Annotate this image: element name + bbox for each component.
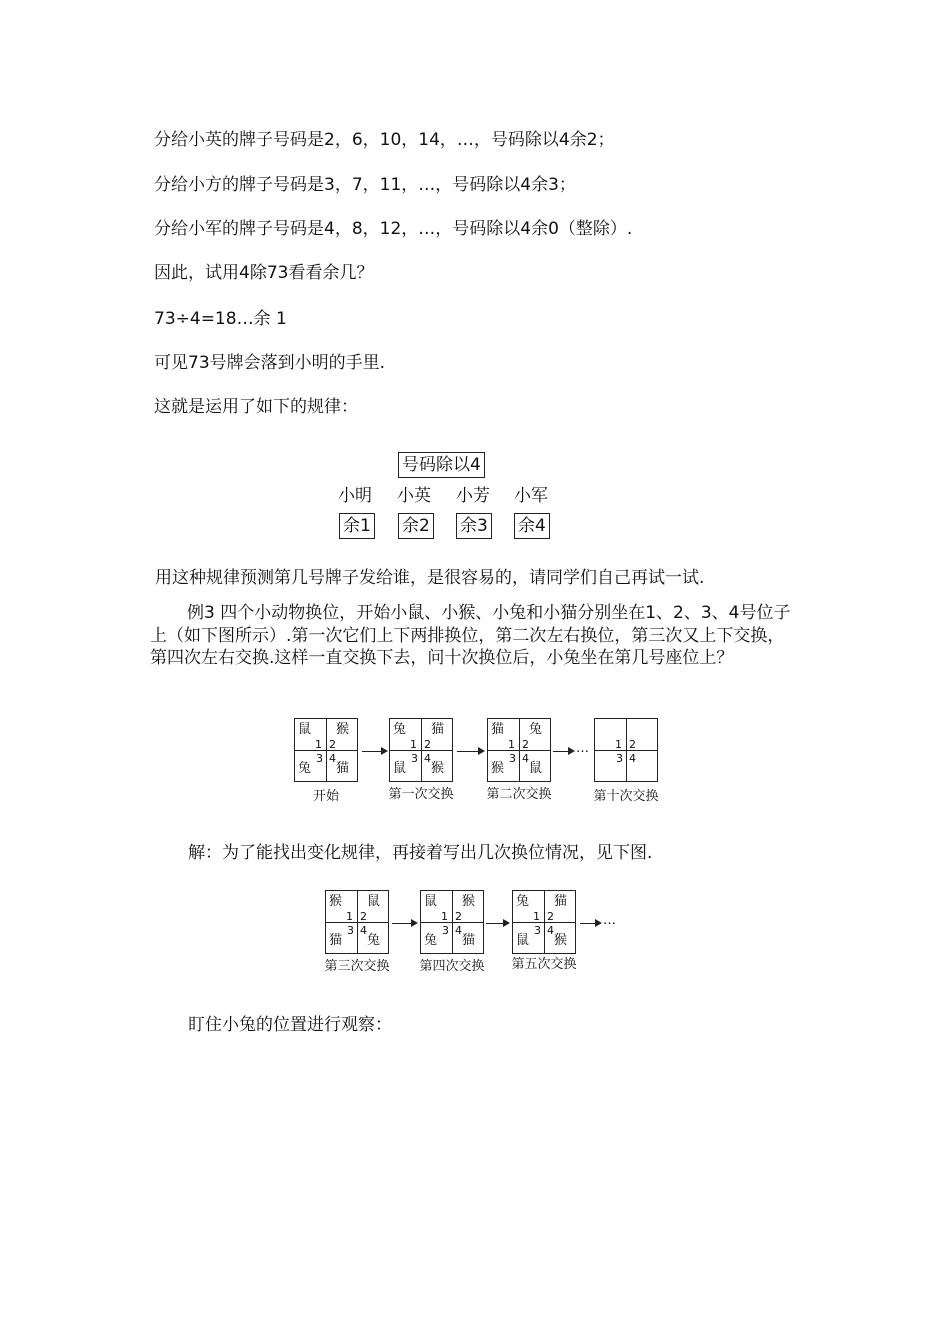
- rule-remainder-2: 余2: [398, 513, 434, 539]
- seat-number: 4: [360, 924, 367, 937]
- text-line-xiaojun: 分给小军的牌子号码是4，8，12，…，号码除以4余0（整除）.: [154, 219, 633, 239]
- arrow-icon: [553, 751, 573, 752]
- seat-animal: 鼠: [367, 894, 381, 909]
- seat-animal: 猫: [491, 722, 505, 737]
- seat-animal: 猴: [491, 761, 505, 776]
- seat-animal: 兔: [424, 933, 438, 948]
- seat-number: 3: [534, 924, 541, 937]
- text-line-conclusion: 可见73号牌会落到小明的手里.: [154, 353, 386, 373]
- example-3-paragraph: 例3 四个小动物换位，开始小鼠、小猴、小兔和小猫分别坐在1、2、3、4号位子上（如下图所示）.第一次它们上下两排换位，第二次左右换位，第三次又上下交换，第四次左右交换.这样一直交换下去，问十次换位后，小兔坐在第几号座位上？: [150, 603, 791, 668]
- arrow-icon: [580, 923, 600, 924]
- seat-number: 3: [616, 752, 623, 765]
- seat-number: 1: [346, 910, 353, 923]
- rule-remainder-3: 余3: [456, 513, 492, 539]
- ellipsis: …: [576, 741, 589, 756]
- seat-animal: 兔: [367, 933, 381, 948]
- seat-number: 4: [522, 752, 529, 765]
- grid-caption-swap-10: 第十次交换: [593, 789, 659, 804]
- seat-grid-swap-3: [325, 890, 389, 954]
- ellipsis: …: [603, 913, 616, 928]
- seat-number: 4: [455, 924, 462, 937]
- seat-number: 2: [455, 910, 462, 923]
- arrow-icon: [362, 751, 386, 752]
- rule-remainder-1: 余1: [339, 513, 375, 539]
- seat-animal: 猴: [336, 722, 350, 737]
- grid-caption-swap-5: 第五次交换: [511, 957, 577, 972]
- grid-caption-swap-3: 第三次交换: [324, 959, 390, 974]
- seat-number: 2: [329, 738, 336, 751]
- seat-animal: 兔: [529, 722, 543, 737]
- arrow-icon: [486, 923, 508, 924]
- seat-number: 4: [424, 752, 431, 765]
- seat-animal: 猴: [554, 933, 568, 948]
- seat-number: 1: [315, 738, 322, 751]
- seat-animal: 鼠: [516, 933, 530, 948]
- grid-caption-swap-1: 第一次交换: [388, 787, 454, 802]
- seat-number: 2: [629, 738, 636, 751]
- seat-grid-swap-5: [512, 890, 576, 954]
- grid-caption-swap-4: 第四次交换: [419, 959, 485, 974]
- seat-number: 4: [629, 752, 636, 765]
- seat-animal: 猫: [554, 894, 568, 909]
- seat-animal: 鼠: [393, 761, 407, 776]
- text-line-xiaofang: 分给小方的牌子号码是3，7，11，…，号码除以4余3；: [154, 175, 576, 195]
- seat-number: 2: [547, 910, 554, 923]
- seat-number: 2: [522, 738, 529, 751]
- text-line-rule-intro: 这就是运用了如下的规律：: [154, 397, 358, 417]
- seat-animal: 猫: [329, 933, 343, 948]
- seat-number: 3: [316, 752, 323, 765]
- seat-grid-swap-2: [487, 718, 551, 782]
- arrow-icon: [392, 923, 416, 924]
- grid-caption-swap-2: 第二次交换: [486, 787, 552, 802]
- arrow-icon: [457, 751, 483, 752]
- seat-animal: 鼠: [298, 722, 312, 737]
- seat-grid-start: [294, 718, 358, 782]
- text-line-observe: 盯住小兔的位置进行观察：: [188, 1015, 392, 1035]
- seat-animal: 鼠: [529, 761, 543, 776]
- seat-number: 1: [441, 910, 448, 923]
- seat-animal: 兔: [393, 722, 407, 737]
- rule-name-xiaojun: 小军: [514, 486, 548, 506]
- text-line-therefore: 因此，试用4除73看看余几？: [154, 263, 374, 283]
- seat-animal: 猫: [336, 761, 350, 776]
- seat-number: 3: [347, 924, 354, 937]
- seat-number: 3: [509, 752, 516, 765]
- seat-animal: 猫: [431, 722, 445, 737]
- seat-number: 4: [547, 924, 554, 937]
- rule-name-xiaofang: 小芳: [456, 486, 490, 506]
- rule-name-xiaoming: 小明: [338, 486, 372, 506]
- seat-animal: 猴: [431, 761, 445, 776]
- rule-top-box: 号码除以4: [398, 452, 485, 478]
- seat-number: 2: [424, 738, 431, 751]
- seat-number: 4: [329, 752, 336, 765]
- seat-grid-swap-10: [594, 718, 658, 782]
- seat-animal: 猫: [462, 933, 476, 948]
- seat-grid-swap-4: [420, 890, 484, 954]
- rule-remainder-4: 余4: [514, 513, 550, 539]
- text-line-division: 73÷4=18…余 1: [154, 309, 287, 329]
- seat-number: 3: [411, 752, 418, 765]
- grid-caption-start: 开始: [312, 789, 339, 804]
- seat-number: 3: [442, 924, 449, 937]
- seat-number: 1: [410, 738, 417, 751]
- seat-number: 1: [615, 738, 622, 751]
- text-line-xiaoying: 分给小英的牌子号码是2，6，10，14，…，号码除以4余2；: [154, 130, 615, 150]
- seat-number: 1: [508, 738, 515, 751]
- seat-number: 2: [360, 910, 367, 923]
- seat-animal: 猴: [462, 894, 476, 909]
- seat-animal: 兔: [516, 894, 530, 909]
- rule-name-xiaoying: 小英: [397, 486, 431, 506]
- seat-grid-swap-1: [389, 718, 453, 782]
- seat-animal: 鼠: [424, 894, 438, 909]
- text-line-solution: 解：为了能找出变化规律，再接着写出几次换位情况，见下图.: [188, 843, 653, 863]
- seat-number: 1: [533, 910, 540, 923]
- text-line-after-rule: 用这种规律预测第几号牌子发给谁，是很容易的，请同学们自己再试一试.: [155, 568, 705, 588]
- seat-animal: 猴: [329, 894, 343, 909]
- seat-animal: 兔: [298, 761, 312, 776]
